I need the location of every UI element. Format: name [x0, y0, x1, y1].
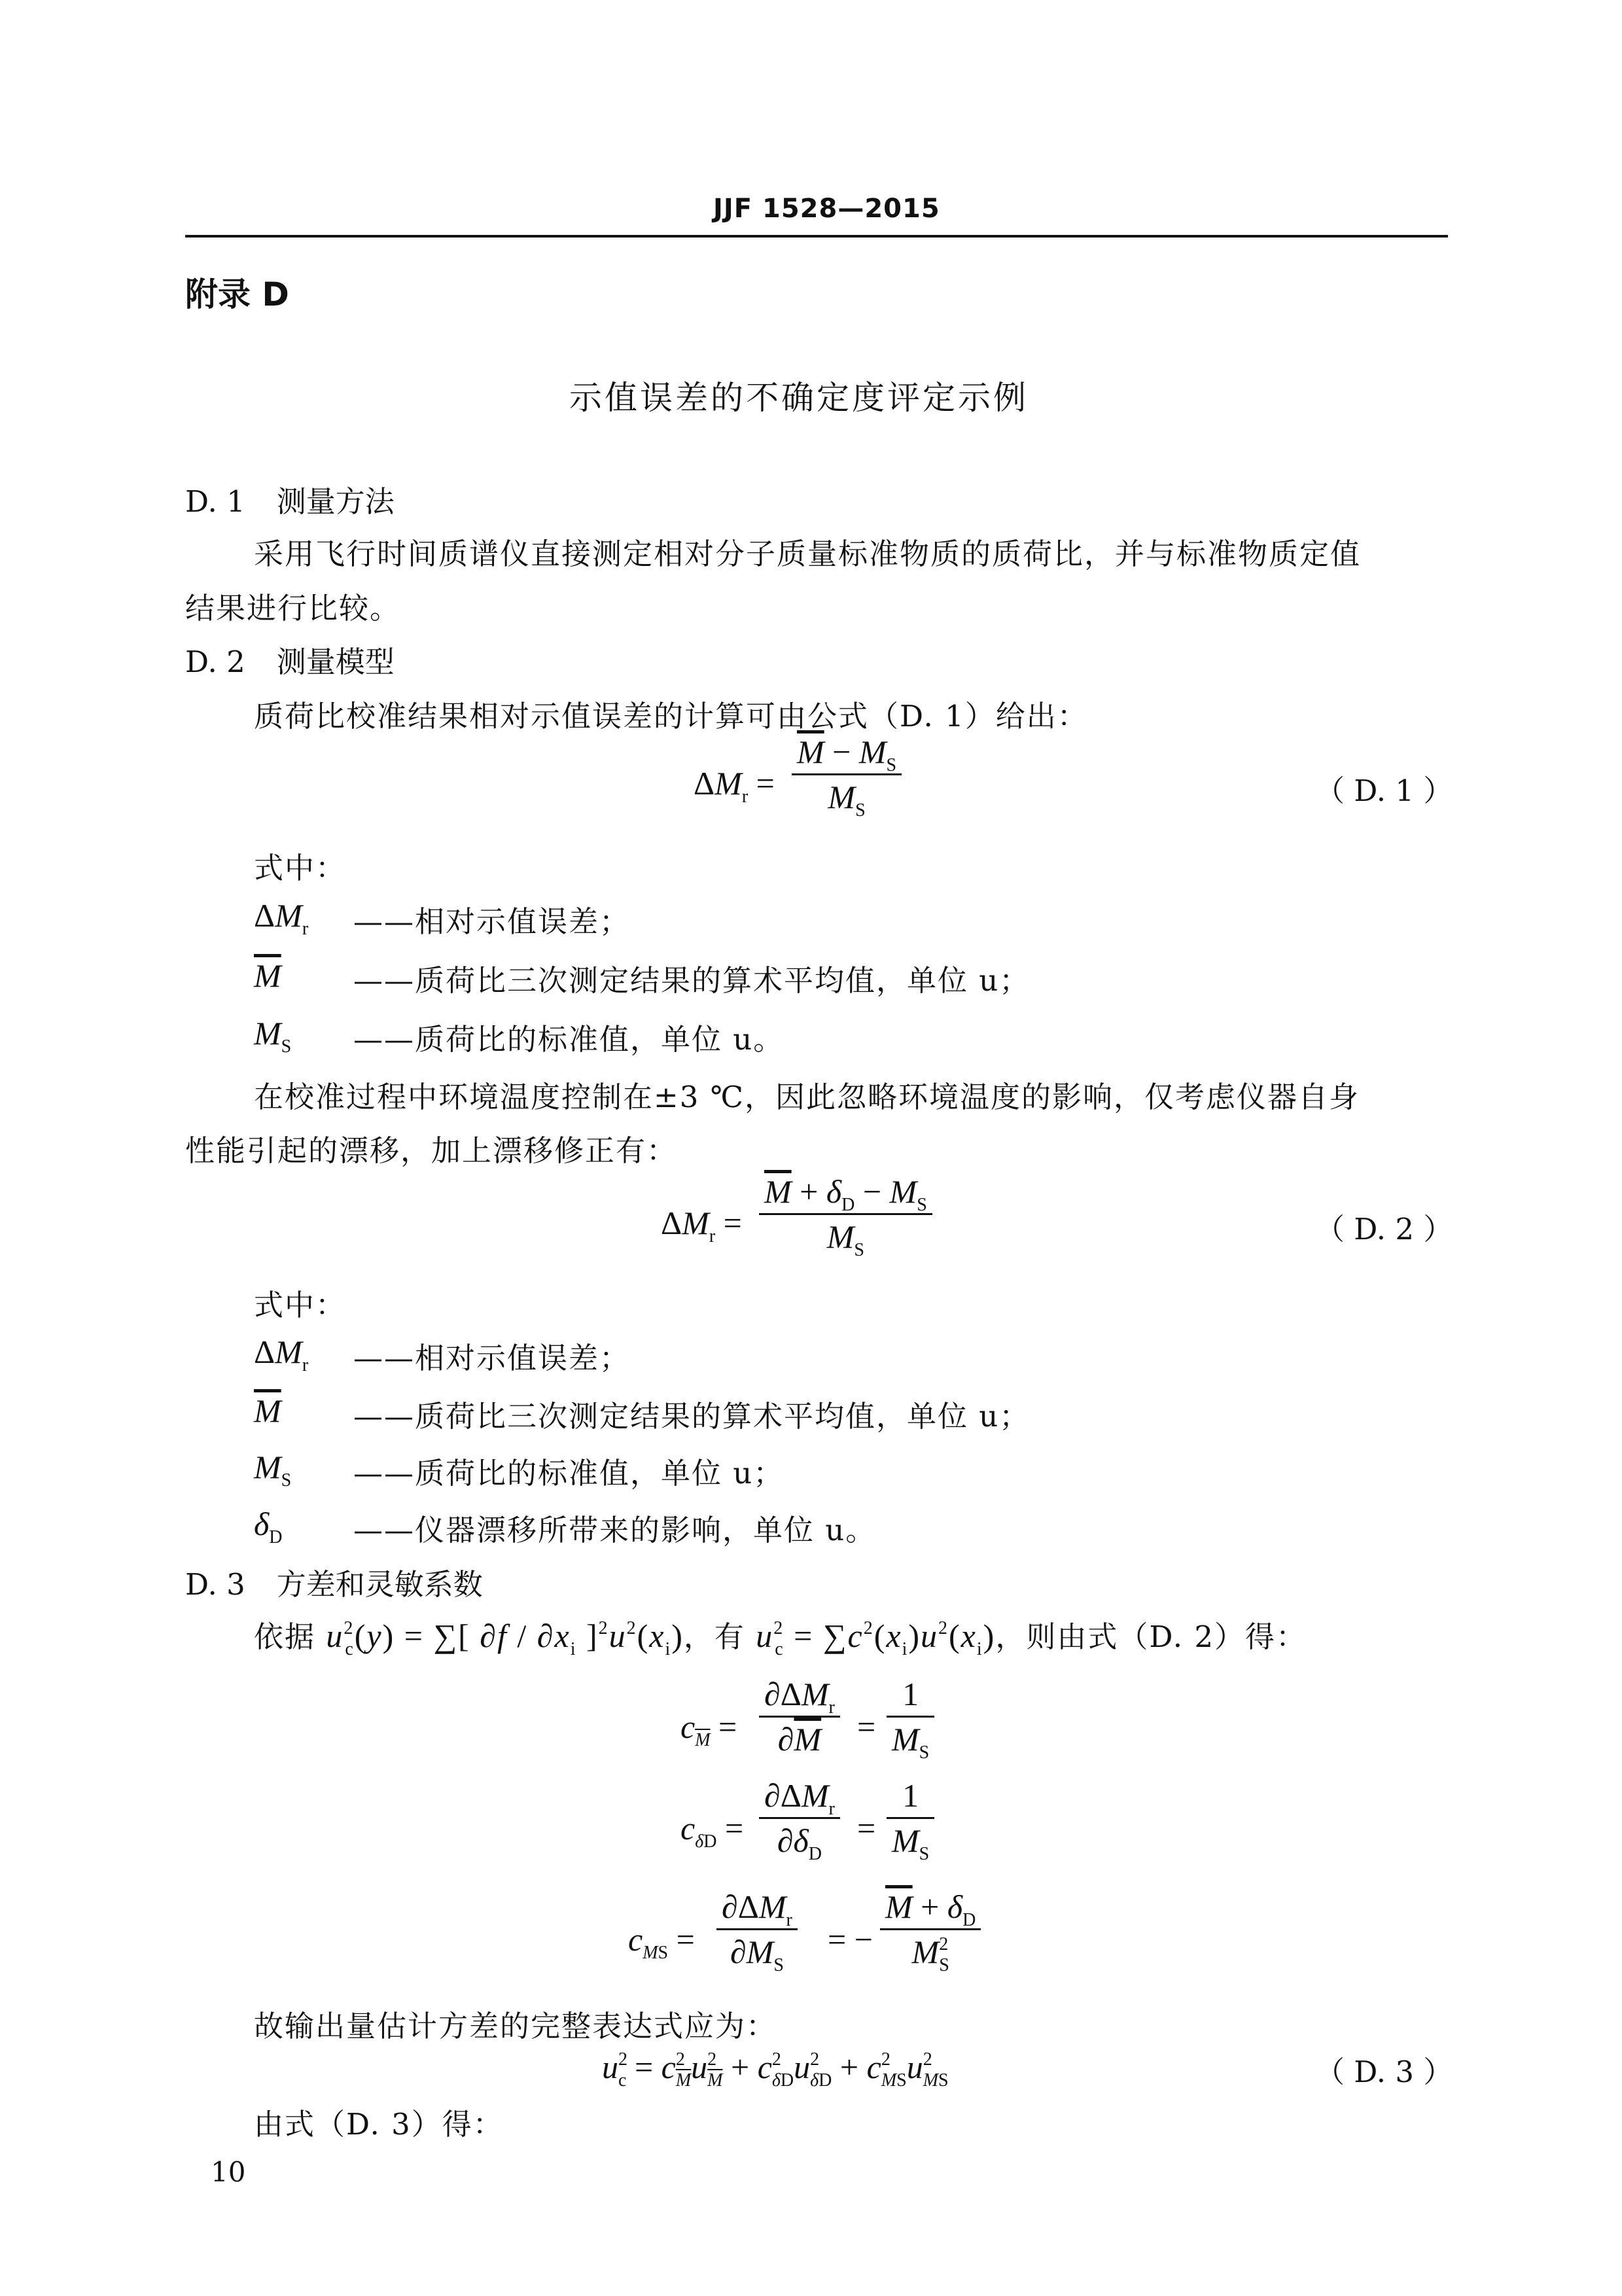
section-d3-heading: 方差和灵敏系数 [276, 1567, 483, 1602]
coef-ms-fraction-2: $\frac{\overline{M} + \delta_D}{M^2_S}$ [880, 1888, 981, 1971]
def2-symbol-delta-d: $\delta_D$ [254, 1506, 283, 1547]
def1-text-ms: ——质荷比的标准值，单位 u。 [353, 1022, 785, 1057]
def1-text-mbar: ——质荷比三次测定结果的算术平均值，单位 u； [353, 963, 1031, 998]
coef-ms-fraction-1: $\partial\Delta M_r$ $\partial M_S$ [716, 1888, 798, 1971]
where-label-1: 式中： [254, 851, 347, 885]
section-d2-number: D. 2 [185, 645, 245, 679]
d1-paragraph-line2: 结果进行比较。 [185, 591, 401, 626]
def1-symbol-delta-mr: $\Delta M_r$ [254, 897, 309, 939]
section-d1-heading: 测量方法 [276, 484, 395, 519]
def2-text-delta-mr: ——相对示值误差； [353, 1341, 631, 1375]
def1-symbol-mbar: $\overline{M}$ [254, 957, 281, 994]
appendix-label: 附录 D [185, 275, 289, 313]
eq3-number: （ D. 3 ） [1315, 2055, 1453, 2089]
basis-lead-text: 依据 [254, 1619, 326, 1654]
basis-tail-text: ，则由式（D. 2）得： [995, 1619, 1307, 1654]
section-d3 [185, 1561, 483, 1603]
coef-mbar-fraction-1: $\partial\Delta M_r$ $\partial\overline{M}$ [759, 1675, 840, 1758]
basis-formula-1: $u^2_c(y)$ = ∑[ $\partial f / \partial x_i$ ]$^2u^2(x_i)$ [326, 1617, 684, 1659]
section-d2-heading: 测量模型 [276, 645, 395, 679]
eq2-fraction: $\frac{\overline{M} + \delta_D - M_S}{M_S}$ [759, 1173, 932, 1256]
basis-formula-2: $u^2_c = \sum c^2(x_i)u^2(x_i)$ [756, 1617, 996, 1659]
d3-basis-line [254, 1613, 1307, 1659]
coef-delta-equals: = [857, 1810, 876, 1846]
coef-mbar-fraction-2: $\frac{1}{M_S}$ [887, 1675, 934, 1758]
def2-text-mbar: ——质荷比三次测定结果的算术平均值，单位 u； [353, 1399, 1031, 1434]
coef-ms-equals: = − [828, 1921, 873, 1958]
eq1-number: （ D. 1 ） [1315, 773, 1453, 808]
section-d1 [185, 478, 395, 520]
section-d2 [185, 638, 395, 680]
coef-delta-fraction-1: $\partial\Delta M_r$ $\partial\delta_D$ [759, 1776, 840, 1860]
def2-symbol-ms: $M_S$ [254, 1449, 292, 1491]
coef-delta-fraction-2: $\frac{1}{M_S}$ [887, 1776, 934, 1860]
d2-intro: 质荷比校准结果相对示值误差的计算可由公式（D. 1）给出： [254, 699, 1088, 733]
def1-text-delta-mr: ——相对示值误差； [353, 904, 631, 939]
section-d3-number: D. 3 [185, 1567, 245, 1602]
def1-symbol-ms: $M_S$ [254, 1015, 292, 1057]
temperature-paragraph-line1: 在校准过程中环境温度控制在±3 ℃，因此忽略环境温度的影响，仅考虑仪器自身 [254, 1080, 1360, 1114]
d1-paragraph-line1: 采用飞行时间质谱仪直接测定相对分子质量标准物质的质荷比，并与标准物质定值 [254, 537, 1362, 571]
page-number: 10 [211, 2156, 246, 2188]
def2-symbol-delta-mr: $\Delta M_r$ [254, 1333, 309, 1375]
coef-mbar-equals: = [857, 1708, 876, 1745]
eq3-formula: $u^2_c = c^2_{\overline{M}}u^2_{\overline{M}} + c^2_{\delta D}u^2_{\delta D} + c^2_{MS}u^2_{MS}$ [602, 2049, 949, 2091]
full-expression-intro: 故输出量估计方差的完整表达式应为： [254, 2009, 777, 2043]
where-label-2: 式中： [254, 1288, 347, 1322]
temperature-paragraph-line2: 性能引起的漂移，加上漂移修正有： [185, 1133, 678, 1168]
from-eq3-text: 由式（D. 3）得： [254, 2107, 504, 2142]
def2-text-delta-d: ——仪器漂移所带来的影响，单位 u。 [353, 1513, 877, 1547]
eq2-lhs: $\Delta M_r$ = [661, 1205, 742, 1246]
section-d1-number: D. 1 [185, 484, 245, 519]
eq1-fraction: $\frac{\overline{M} - M_S}{M_S}$ [792, 733, 902, 816]
coef-ms-lhs: $c_{MS}$ = [628, 1921, 695, 1963]
eq1-lhs: $\Delta M_r$ = [694, 765, 775, 807]
eq2-number: （ D. 2 ） [1315, 1212, 1453, 1246]
def2-symbol-mbar: $\overline{M}$ [254, 1392, 281, 1429]
coef-mbar-lhs: $c_{\overline{M}}$ = [680, 1708, 737, 1750]
coef-delta-lhs: $c_{\delta D}$ = [680, 1810, 744, 1852]
page-title: 示值误差的不确定度评定示例 [569, 379, 1029, 417]
basis-mid-text: ，有 [683, 1619, 756, 1654]
def2-text-ms: ——质荷比的标准值，单位 u； [353, 1456, 785, 1491]
header-rule [185, 235, 1448, 238]
doc-code-header: JJF 1528—2015 [713, 194, 940, 224]
